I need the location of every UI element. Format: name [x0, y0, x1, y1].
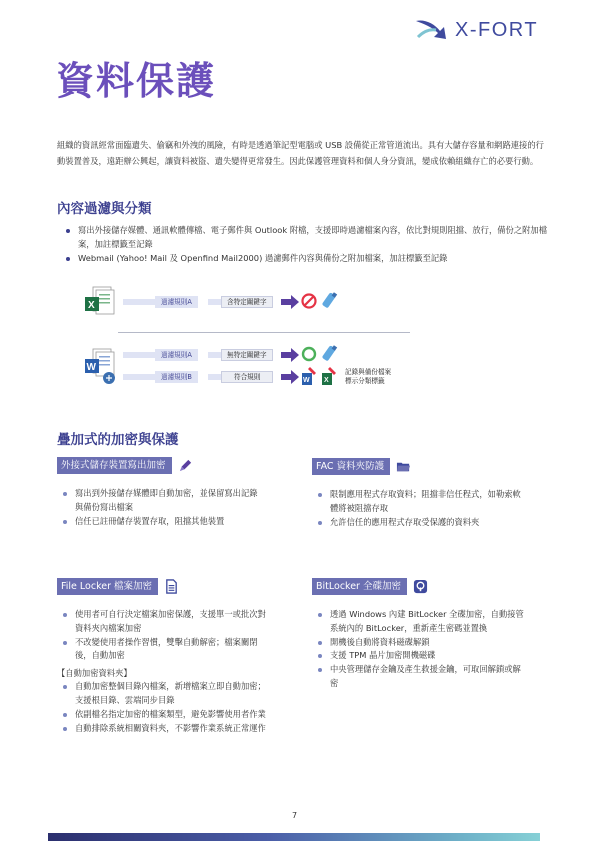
- list-item: 限制應用程式存取資料；阻擋非信任程式，如勒索軟體將被阻擋存取: [312, 488, 524, 516]
- list-item: 透過 Windows 內建 BitLocker 全碟加密，自動接管系統內的 BitLocker，重新產生密碼並置換: [312, 608, 526, 636]
- folder-icon: [396, 459, 411, 474]
- flow-arrow: [208, 374, 222, 380]
- svg-text:X: X: [324, 377, 329, 384]
- rule-tag: 過濾規則B: [155, 371, 198, 383]
- list-item: 寫出外接儲存媒體、通訊軟體傳檔、電子郵件與 Outlook 附檔，支援即時過濾檔案內容，依比對規則阻擋、放行，備份之附加檔案，加註標籤至記錄: [60, 224, 550, 252]
- list-item: Webmail (Yahoo! Mail 及 Openfind Mail2000) 過濾郵件內容與備份之附加檔案，加註標籤至記錄: [60, 252, 550, 266]
- box-title: 外接式儲存裝置寫出加密: [57, 457, 172, 474]
- list-item: 中央管理儲存金鑰及產生救援金鑰，可取回解鎖或解密: [312, 663, 526, 691]
- list-item: 開機後自動將資料磁碟解鎖: [312, 636, 526, 650]
- excel-file-icon: [83, 285, 117, 319]
- auto-encrypt-subheading: 【自動加密資料夾】: [57, 668, 132, 679]
- x-fort-logo-icon: [414, 17, 448, 41]
- list-item: 依副檔名指定加密的檔案類型，避免影響使用者作業: [57, 708, 269, 722]
- list-item: 寫出到外接儲存媒體即自動加密，並保留寫出記錄與備份寫出檔案: [57, 487, 265, 515]
- box-title: File Locker 檔案加密: [57, 578, 158, 595]
- ok-icon: [301, 346, 317, 362]
- list-item: 使用者可自行決定檔案加密保護，支援單一或批次對資料夾內檔案加密: [57, 608, 269, 636]
- flow-arrow: [208, 352, 222, 358]
- word-file-icon: [83, 347, 119, 385]
- arrow-right-icon: [281, 348, 299, 362]
- svg-text:X: X: [88, 300, 95, 311]
- list-item: 支援 TPM 晶片加密開機磁碟: [312, 649, 526, 663]
- document-icon: [164, 579, 179, 594]
- pen-icon: [178, 458, 193, 473]
- usb-drive-icon: [319, 344, 339, 364]
- list-item: 信任已註冊儲存裝置存取，阻擋其他裝置: [57, 515, 265, 529]
- rule-tag: 過濾規則A: [155, 296, 198, 308]
- page-title: 資料保護: [56, 59, 217, 103]
- list-item: 允許信任的應用程式存取受保護的資料夾: [312, 516, 524, 530]
- condition-tag: 含特定關鍵字: [221, 296, 273, 308]
- logo-text: X-FORT: [455, 19, 539, 41]
- box-bitlocker: [312, 578, 526, 691]
- flow-arrow: [208, 299, 222, 305]
- arrow-right-icon: [281, 370, 299, 384]
- tagged-files-icon: [300, 365, 344, 389]
- condition-tag: 無特定關鍵字: [221, 349, 273, 361]
- svg-text:W: W: [303, 377, 310, 384]
- section-title-content-filter: 內容過濾與分類: [57, 201, 152, 217]
- box-sub-bullets: [57, 680, 269, 735]
- box-fac-folder: [312, 458, 524, 529]
- list-item: 自動加密整個目錄內檔案，新增檔案立即自動加密；支援根目錄、雲端同步目錄: [57, 680, 269, 708]
- condition-tag: 符合規則: [221, 371, 273, 383]
- block-icon: [301, 293, 317, 309]
- list-item: 自動排除系統相關資料夾，不影響作業系統正常運作: [57, 722, 269, 736]
- arrow-right-icon: [281, 295, 299, 309]
- log-backup-label: 記錄與備份檔案 標示分類標籤: [345, 368, 392, 385]
- box-bullets: [312, 488, 524, 529]
- box-bullets: [57, 487, 265, 528]
- box-bullets: [312, 608, 526, 691]
- box-file-locker: [57, 578, 269, 735]
- box-usb-encryption: [57, 457, 265, 528]
- usb-drive-icon: [319, 291, 339, 311]
- content-filter-bullets: [60, 224, 550, 265]
- lock-disk-icon: [413, 579, 428, 594]
- box-title: FAC 資料夾防護: [312, 458, 390, 475]
- page-number: 7: [292, 811, 298, 820]
- footer-gradient-bar: [48, 833, 540, 841]
- box-title: BitLocker 全碟加密: [312, 578, 407, 595]
- intro-paragraph: 組織的資訊經常面臨遺失、偷竊和外洩的風險，有時是透過筆記型電腦或 USB 設備從正常管道流出。具有大儲存容量和網路連接的行動裝置普及，遠距辦公興起，讓資料被盜、遺失變得更常發生。因此保護管理資料和個人身分資訊，變成依賴組織存亡的必要行動。: [57, 140, 544, 166]
- section-title-encryption: 疊加式的加密與保護: [57, 432, 179, 448]
- rule-tag: 過濾規則A: [155, 349, 198, 361]
- list-item: 不改變使用者操作習慣，雙擊自動解密；檔案關閉後，自動加密: [57, 636, 269, 664]
- divider: [118, 332, 410, 333]
- box-bullets: [57, 608, 269, 663]
- svg-text:W: W: [86, 362, 96, 373]
- filter-diagram: [83, 283, 413, 393]
